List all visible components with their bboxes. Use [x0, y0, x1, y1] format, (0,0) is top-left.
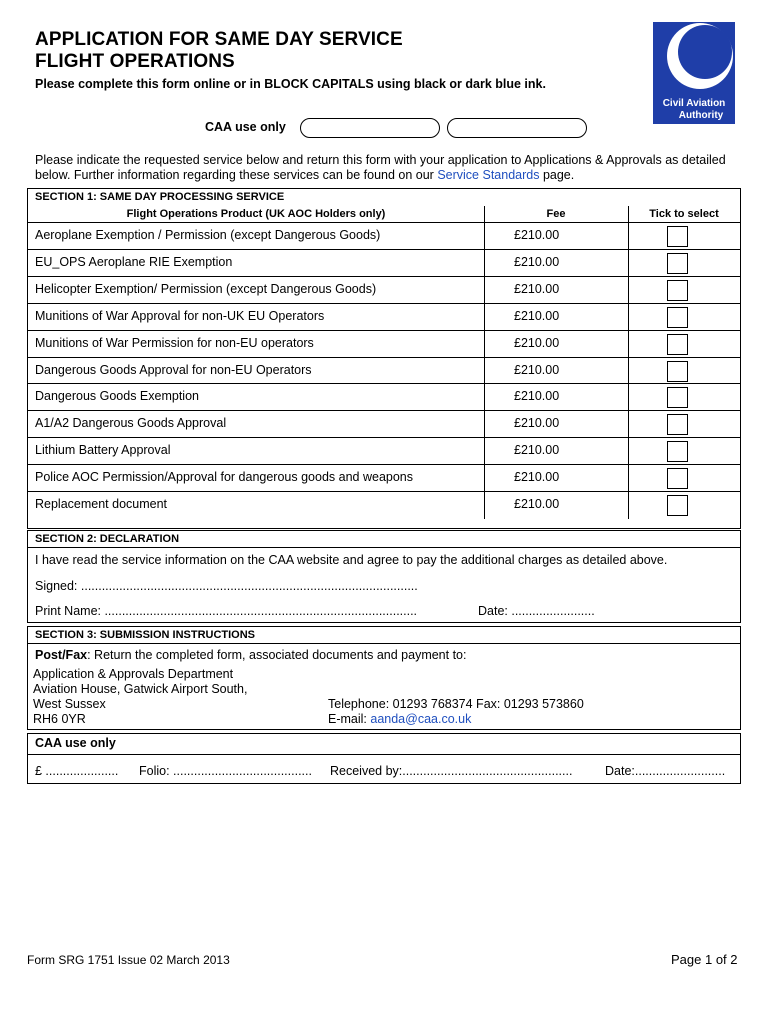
- service-label: EU_OPS Aeroplane RIE Exemption: [35, 254, 233, 269]
- column-divider: [484, 384, 485, 411]
- column-divider: [484, 223, 485, 250]
- service-label: Dangerous Goods Approval for non-EU Operators: [35, 362, 312, 377]
- address-line: Aviation House, Gatwick Airport South,: [33, 682, 248, 696]
- table-row: [28, 357, 740, 385]
- fee-value: £210.00: [514, 228, 560, 242]
- fee-value: £210.00: [514, 362, 560, 377]
- declaration-text: I have read the service information on the CAA website and agree to pay the additional charges as detailed above.: [35, 553, 668, 567]
- print-name-field[interactable]: Print Name: ..........................................................................................: [35, 604, 418, 618]
- table-row: [28, 222, 740, 250]
- col-header-fee: Fee: [546, 208, 566, 220]
- folio-field[interactable]: Folio: ........................................: [139, 764, 312, 778]
- fee-value: £210.00: [514, 308, 560, 323]
- table-row: [28, 410, 740, 438]
- fee-value: £210.00: [514, 389, 560, 404]
- fee-value: £210.00: [514, 416, 560, 431]
- service-label: A1/A2 Dangerous Goods Approval: [35, 416, 227, 431]
- page-title: [35, 29, 403, 73]
- section-2-heading: SECTION 2: DECLARATION: [28, 531, 740, 548]
- caa-use-field-2[interactable]: [447, 118, 587, 138]
- section-1-heading: SECTION 1: SAME DAY PROCESSING SERVICE: [35, 191, 285, 203]
- section-3: [27, 626, 741, 730]
- title-line-2: FLIGHT OPERATIONS: [35, 51, 235, 72]
- subtitle: Please complete this form online or in BLOCK CAPITALS using black or dark blue ink.: [35, 77, 546, 91]
- caa-date-field[interactable]: Date:..........................: [605, 764, 726, 778]
- column-divider: [484, 465, 485, 492]
- column-divider: [628, 438, 629, 465]
- column-divider: [628, 331, 629, 358]
- table-row: [28, 437, 740, 465]
- column-divider: [628, 223, 629, 250]
- col-header-tick: Tick to select: [649, 208, 719, 220]
- pound-field[interactable]: £ .....................: [35, 764, 119, 778]
- fee-value: £210.00: [514, 335, 560, 350]
- caa-use-heading: CAA use only: [35, 736, 116, 750]
- page-number: Page 1 of 2: [671, 952, 738, 967]
- select-checkbox[interactable]: [667, 307, 688, 328]
- column-divider: [628, 304, 629, 331]
- signed-field[interactable]: Signed: .................................................................................................: [35, 579, 418, 593]
- table-row: [28, 330, 740, 358]
- fee-value: £210.00: [514, 470, 560, 485]
- caa-use-section: [27, 733, 741, 784]
- fee-value: £210.00: [514, 443, 560, 458]
- select-checkbox[interactable]: [667, 387, 688, 408]
- column-divider: [628, 465, 629, 492]
- select-checkbox[interactable]: [667, 414, 688, 435]
- column-divider: [628, 358, 629, 385]
- caa-logo: [653, 22, 735, 124]
- column-divider: [484, 250, 485, 277]
- column-divider: [628, 384, 629, 411]
- logo-line-2: Authority: [678, 110, 724, 121]
- column-divider: [484, 438, 485, 465]
- column-divider: [484, 358, 485, 385]
- fee-value: £210.00: [514, 497, 560, 511]
- divider: [28, 754, 740, 755]
- column-divider: [484, 331, 485, 358]
- post-fax-text: : Return the completed form, associated documents and payment to:: [87, 648, 467, 662]
- column-divider: [484, 277, 485, 304]
- email-link[interactable]: aanda@caa.co.uk: [370, 712, 472, 726]
- logo-line-1: Civil Aviation: [662, 98, 726, 109]
- caa-use-field-1[interactable]: [300, 118, 440, 138]
- service-label: Police AOC Permission/Approval for dangerous goods and weapons: [35, 470, 413, 485]
- service-label: Lithium Battery Approval: [35, 443, 171, 458]
- fee-value: £210.00: [514, 254, 560, 269]
- column-divider: [484, 411, 485, 438]
- table-row: [28, 464, 740, 492]
- address-line: RH6 0YR: [33, 712, 86, 726]
- service-label: Dangerous Goods Exemption: [35, 389, 199, 404]
- caa-use-label: CAA use only: [205, 120, 286, 134]
- service-label: Munitions of War Permission for non-EU operators: [35, 335, 314, 350]
- title-line-1: APPLICATION FOR SAME DAY SERVICE: [35, 29, 403, 50]
- select-checkbox[interactable]: [667, 495, 688, 516]
- select-checkbox[interactable]: [667, 334, 688, 355]
- section-2: [27, 530, 741, 623]
- column-divider: [484, 492, 485, 519]
- service-label: Helicopter Exemption/ Permission (except Dangerous Goods): [35, 281, 377, 296]
- column-divider: [628, 492, 629, 519]
- service-label: Munitions of War Approval for non-UK EU Operators: [35, 308, 325, 323]
- service-label: Aeroplane Exemption / Permission (except Dangerous Goods): [35, 228, 381, 242]
- table-row: [28, 276, 740, 304]
- fee-value: £210.00: [514, 281, 560, 296]
- select-checkbox[interactable]: [667, 441, 688, 462]
- table-row: [28, 383, 740, 411]
- post-fax-instruction: [35, 648, 466, 662]
- post-fax-label: Post/Fax: [35, 648, 88, 662]
- intro-text-start: Please indicate the requested service below and return this form with your application to Applications & Approvals as detailed below. Further information regarding these services can be found on our: [35, 153, 726, 182]
- address-line: Application & Approvals Department: [33, 667, 234, 681]
- email-label: E-mail:: [328, 712, 371, 726]
- section-3-heading: SECTION 3: SUBMISSION INSTRUCTIONS: [28, 627, 740, 644]
- date-field[interactable]: Date: ........................: [478, 604, 595, 618]
- header-divider: [628, 206, 629, 222]
- service-label: Replacement document: [35, 497, 168, 511]
- table-row: [28, 491, 740, 519]
- column-divider: [628, 250, 629, 277]
- address-line: West Sussex: [33, 697, 106, 711]
- intro-text-end: page.: [539, 168, 575, 182]
- select-checkbox[interactable]: [667, 361, 688, 382]
- column-divider: [484, 304, 485, 331]
- received-by-field[interactable]: Received by:.................................................: [330, 764, 573, 778]
- header-divider: [484, 206, 485, 222]
- section-1: [27, 188, 741, 529]
- select-checkbox[interactable]: [667, 468, 688, 489]
- email-line: [328, 712, 471, 726]
- select-checkbox[interactable]: [667, 253, 688, 274]
- intro-text: [35, 153, 745, 183]
- caa-logo-icon: [653, 22, 735, 124]
- telephone-fax: Telephone: 01293 768374 Fax: 01293 573860: [328, 697, 584, 711]
- service-standards-link[interactable]: Service Standards: [437, 168, 540, 182]
- column-divider: [628, 277, 629, 304]
- column-divider: [628, 411, 629, 438]
- table-row: [28, 249, 740, 277]
- select-checkbox[interactable]: [667, 280, 688, 301]
- form-reference: Form SRG 1751 Issue 02 March 2013: [27, 953, 230, 967]
- address-block: [33, 667, 247, 727]
- col-header-product: Flight Operations Product (UK AOC Holders only): [126, 208, 386, 220]
- select-checkbox[interactable]: [667, 226, 688, 247]
- table-row: [28, 303, 740, 331]
